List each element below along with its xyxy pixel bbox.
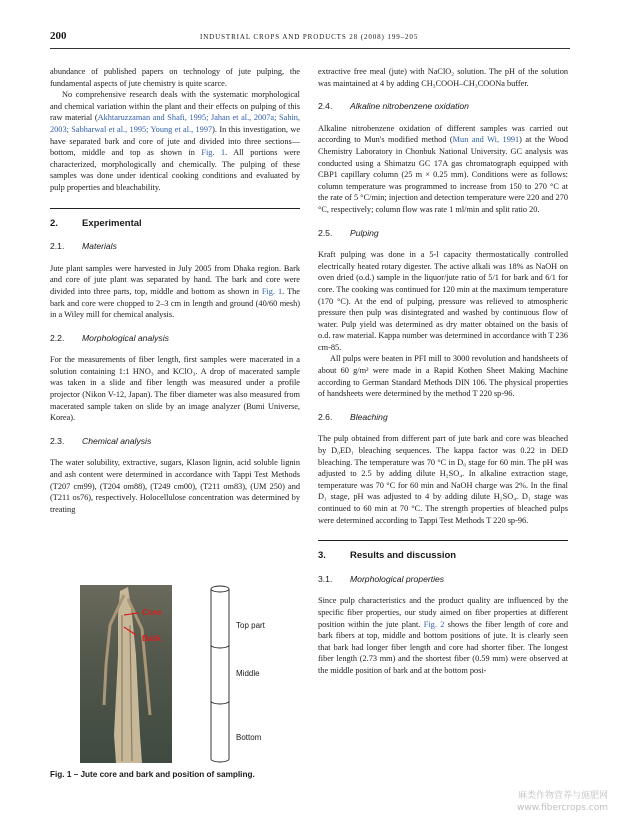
watermark: [517, 790, 608, 814]
section-heading: 2. Experimental: [50, 208, 300, 230]
paragraph: The water solubility, extractive, sugars, Klason lignin, acid soluble lignin and ash content were determined in accordance with Tappi Test Methods (T207 cm99), (T204 om88), (T249 cm00), (T211 om83), (UM 250) and (T211 os76), respectively. Holocellulose concentration was determined by treating: [50, 458, 300, 514]
paragraph: Jute plant samples were harvested in July 2005 from Dhaka region. Bark and core of jute plant was separated by hand. The bark and core were divided into three parts, top, middle and bottom as shown in Fig. 1. The bark and core were chopped to 2–3 cm in length and ground (40/60 mesh) in a Wiley mill for chemical analysis.: [50, 263, 300, 320]
right-column: [318, 66, 568, 677]
watermark-line: 麻类作物营养与施肥网: [517, 791, 608, 801]
paragraph: All pulps were beaten in PFI mill to 3000 revolution and handsheets of about 60 g/m² were made in a Rapid Kothen Sheet Making Machine according to German Standard Methods DIN 106. The physical properties of handsheets were determined by the method T 220 sp-96.: [318, 354, 568, 399]
citation-link[interactable]: Akhtaruzzaman and Shafi, 1995; Jahan et al., 2007a; Sahin, 2003; Sabharwal et al., 1995; Young et al., 1997: [50, 113, 300, 134]
header-rule: [50, 48, 570, 49]
paragraph: For the measurements of fiber length, first samples were macerated in a solution containing 1:1 HNO₃ and KClO₃. A drop of macerated sample was taken in a slide and fiber length was measured under a profile projector (Nikon V-12, Japan). The fiber diameter was also measured from macerated sample taken on slide by an image analyzer (Bumi Universe, Korea).: [50, 355, 300, 423]
paragraph: Alkaline nitrobenzene oxidation of different samples was carried out according to Mun's modified method (Mun and Wi, 1991) at the Wood Chemistry Laboratory in Chonbuk National University. GC analysis was conducted using a Shimatzu GC 17A gas chromatograph equipped with CBP1 capillary column (25 m × 0.25 mm). Conditions were as follows: column temperature was programmed to increase from 150 to 270 °C at the rate of 5 °C/min; injection and detection temperature were 220 and 270 °C, respectively; column flow was rate 1 ml/min and split ratio 20.: [318, 123, 569, 214]
figure-1: [70, 585, 300, 763]
left-column: [50, 66, 300, 515]
figure-link[interactable]: Fig. 1: [261, 286, 283, 296]
paragraph: abundance of published papers on technology of jute pulping, the fundamental aspects of jute chemistry is quite scarce.: [50, 67, 300, 88]
paragraph: The pulp obtained from different part of jute bark and core was bleached by D₀ED₁ bleaching sequences. The kappa factor was 0.22 in DED bleaching. The temperature was 70 °C in D₀ stage for 60 min. The pH was adjusted to 2.5 by adding dilute H₂SO₄. In alkaline extraction stage, temperature was 70 °C for 60 min and NaOH charge was 2%. In the final D₁ stage, pH was adjusted to 4 by adding dilute H₂SO₄. D₁ stage was continued to 60 min at 70 °C. The strength properties of bleached pulps were determined according to Tappi Test Methods T 220 sp-96.: [318, 434, 568, 525]
paragraph: No comprehensive research deals with the systematic morphological and chemical variation within the plant and their effects on pulping of this raw material (Akhtaruzzaman and Shafi, 1995; Jahan et al., 2007a; Sahin, 2003; Sabharwal et al., 1995; Young et al., 1997). In this investigation, we have separated bark and core of jute and divided into three sections—bottom, middle and top as shown in Fig. 1. All portions were characterized, morphologically and chemically. The pulping of these samples was done under identical cooking conditions and evaluated by pulp properties and bleachability.: [50, 90, 300, 192]
paragraph: Since pulp characteristics and the product quality are influenced by the specific fiber properties, our study aimed on fiber properties at different position within the jute plant. Fig. 2 shows the fiber length of core and bark fibers at top, middle and bottom positions of jute. It is clearly seen that bark had longer fiber length and core had shorter fiber. The longest fiber length (2.73 mm) and the shortest fiber (0.59 mm) were observed at the middle position of bark and at the bottom posi-: [318, 596, 568, 675]
label-bottom: Bottom: [236, 733, 262, 742]
running-head: INDUSTRIAL CROPS AND PRODUCTS 28 (2008) 199–205: [200, 33, 419, 41]
subsection-heading: 3.1. Morphological properties: [318, 573, 445, 584]
paragraph: extractive free meal (jute) with NaClO₂ solution. The pH of the solution was maintained at 4 by adding CH₃COOH–CH₃COONa buffer.: [318, 67, 568, 88]
watermark-url: www.fibercrops.com: [517, 803, 608, 813]
label-top-part: Top part: [236, 621, 265, 630]
label-middle: Middle: [236, 669, 260, 678]
subsection-heading: 2.2. Morphological analysis: [50, 332, 169, 343]
page-number: 200: [50, 30, 67, 42]
subsection-heading: 2.4. Alkaline nitrobenzene oxidation: [318, 101, 469, 112]
subsection-heading: 2.6. Bleaching: [318, 411, 388, 422]
citation-link[interactable]: Mun and Wi, 1991: [452, 135, 520, 145]
figure-link[interactable]: Fig. 1: [201, 148, 226, 158]
figure-link[interactable]: Fig. 2: [423, 619, 445, 629]
subsection-heading: 2.3. Chemical analysis: [50, 435, 152, 446]
paragraph: Kraft pulping was done in a 5-l capacity thermostatically controlled electrically heated rotary digester. The active alkali was 18% as NaOH on oven dried (o.d.) sample in the liquor/jute ratio of 5/1 for bark and 6/1 for core. The cooking was continued for 120 min at the maximum temperature (170 °C). At the end of pulping, pressure was relieved to atmospheric pressure then pulp was disintegrated and washed by continuous flow of water. Pulp yield was determined as dry matter obtained on the basis of o.d. raw material. Kappa number was determined in accordance with T 236 cm-85.: [318, 250, 568, 352]
label-bark: Bark: [142, 633, 162, 643]
subsection-heading: 2.5. Pulping: [318, 227, 379, 238]
label-core: Core: [142, 607, 162, 617]
figure-caption: Fig. 1 – Jute core and bark and position of sampling.: [50, 770, 255, 779]
subsection-heading: 2.1. Materials: [50, 241, 117, 252]
section-heading: 3. Results and discussion: [318, 540, 568, 562]
